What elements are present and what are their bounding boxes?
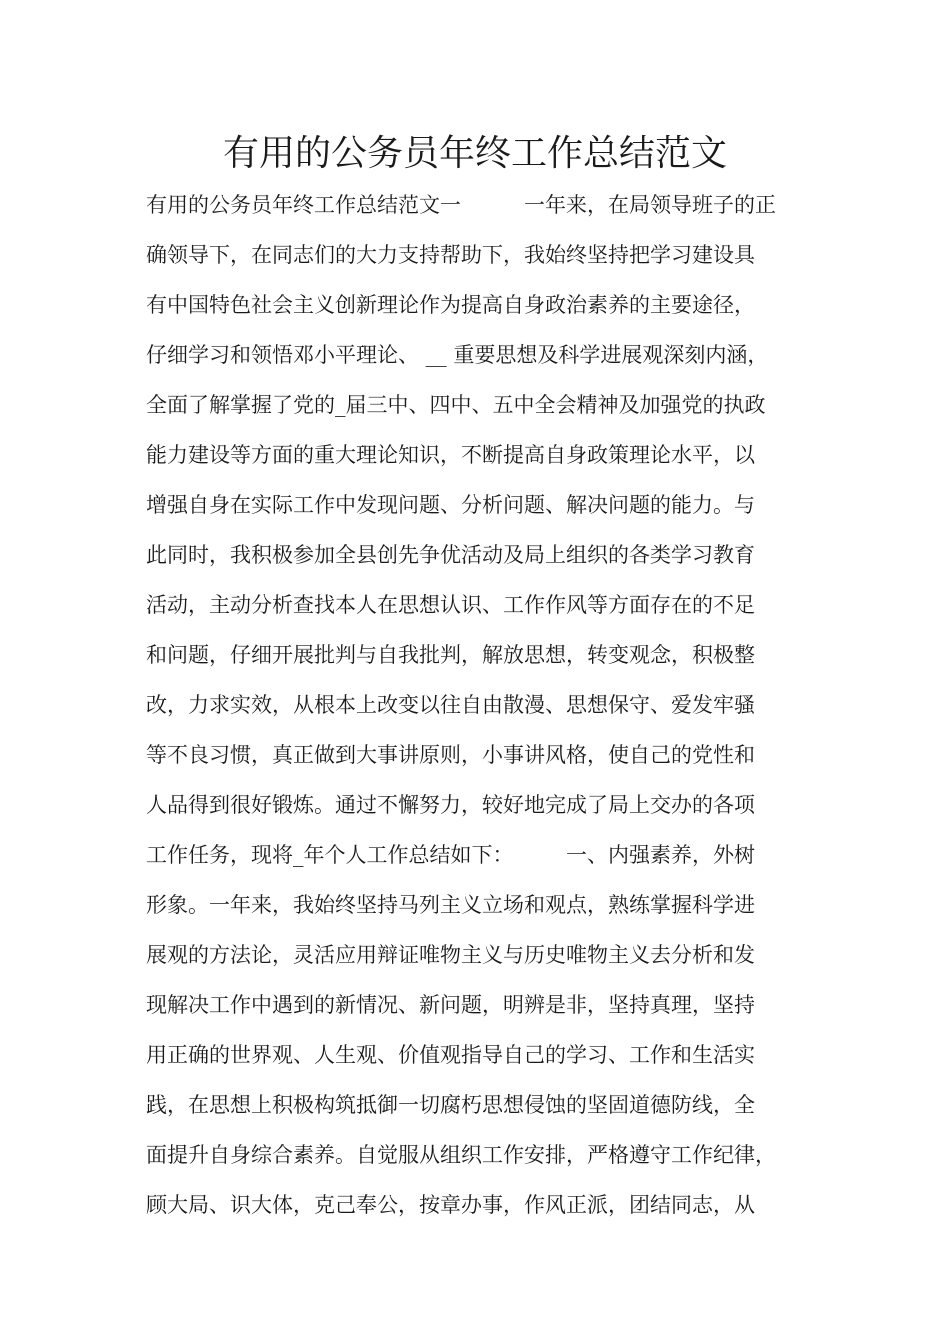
body-line: 全面了解掌握了党的_届三中、四中、五中全会精神及加强党的执政 xyxy=(146,393,766,417)
document-body xyxy=(146,180,836,1230)
body-line: 工作任务，现将_年个人工作总结如下： 一、内强素养，外树 xyxy=(146,843,755,867)
body-line: 改，力求实效，从根本上改变以往自由散漫、思想保守、爱发牢骚 xyxy=(146,693,755,717)
body-line: 等不良习惯，真正做到大事讲原则，小事讲风格，使自己的党性和 xyxy=(146,743,755,767)
body-line: 增强自身在实际工作中发现问题、分析问题、解决问题的能力。与 xyxy=(146,493,755,517)
body-line: 展观的方法论，灵活应用辩证唯物主义与历史唯物主义去分析和发 xyxy=(146,943,755,967)
body-line: 人品得到很好锻炼。通过不懈努力，较好地完成了局上交办的各项 xyxy=(146,793,755,817)
body-line: 面提升自身综合素养。自觉服从组织工作安排，严格遵守工作纪律， xyxy=(146,1143,776,1167)
body-line: 形象。一年来，我始终坚持马列主义立场和观点，熟练掌握科学进 xyxy=(146,893,755,917)
body-line: 顾大局、识大体，克己奉公，按章办事，作风正派，团结同志，从 xyxy=(146,1193,755,1217)
body-line: 践，在思想上积极构筑抵御一切腐朽思想侵蚀的坚固道德防线，全 xyxy=(146,1093,755,1117)
body-line: 能力建设等方面的重大理论知识，不断提高自身政策理论水平，以 xyxy=(146,443,755,467)
body-line: 和问题，仔细开展批判与自我批判，解放思想，转变观念，积极整 xyxy=(146,643,755,667)
body-line: 仔细学习和领悟邓小平理论、 __ 重要思想及科学进展观深刻内涵， xyxy=(146,343,769,367)
body-line: 用正确的世界观、人生观、价值观指导自己的学习、工作和生活实 xyxy=(146,1043,755,1067)
body-line: 有中国特色社会主义创新理论作为提高自身政治素养的主要途径， xyxy=(146,293,755,317)
body-line: 活动，主动分析查找本人在思想认识、工作作风等方面存在的不足 xyxy=(146,593,755,617)
body-line: 确领导下，在同志们的大力支持帮助下，我始终坚持把学习建设具 xyxy=(146,243,755,267)
body-line: 有用的公务员年终工作总结范文一 一年来，在局领导班子的正 xyxy=(146,193,776,217)
body-line: 此同时，我积极参加全县创先争优活动及局上组织的各类学习教育 xyxy=(146,543,755,567)
document-title: 有用的公务员年终工作总结范文 xyxy=(222,133,727,174)
body-line: 现解决工作中遇到的新情况、新问题，明辨是非，坚持真理，坚持 xyxy=(146,993,755,1017)
